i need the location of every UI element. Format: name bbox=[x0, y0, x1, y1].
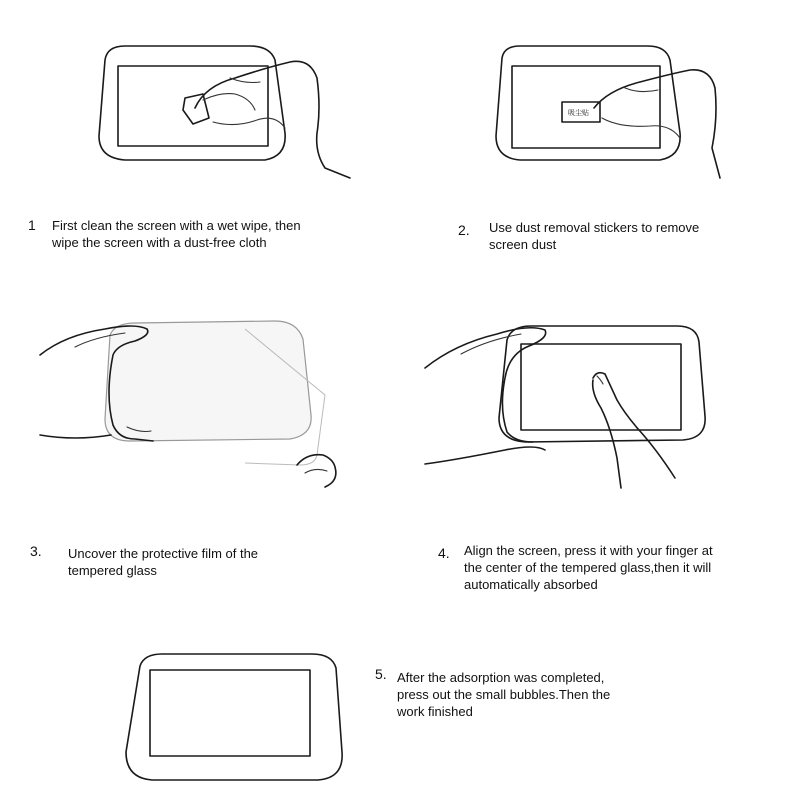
step-5-line-1: After the adsorption was completed, bbox=[397, 670, 605, 685]
step-3 bbox=[30, 543, 330, 583]
step-3-line-1: Uncover the protective film of the bbox=[68, 546, 259, 561]
hand-applying-sticker-icon bbox=[490, 38, 720, 183]
step-5-line-2: press out the small bubbles.Then the bbox=[397, 687, 611, 702]
hands-peeling-film-icon bbox=[35, 315, 345, 495]
step-4 bbox=[438, 542, 778, 598]
step-2 bbox=[458, 219, 778, 259]
hand-wiping-screen-icon bbox=[85, 38, 355, 183]
step-3-number: 3. bbox=[30, 543, 42, 559]
step-1-line-2: wipe the screen with a dust-free cloth bbox=[52, 235, 267, 250]
step-5-line-3: work finished bbox=[397, 704, 473, 719]
step-4-number: 4. bbox=[438, 545, 450, 561]
step-1 bbox=[28, 217, 368, 257]
finger-pressing-glass-icon bbox=[425, 318, 725, 493]
step-1-number: 1 bbox=[28, 217, 36, 233]
step-5 bbox=[375, 666, 675, 722]
step-2-number: 2. bbox=[458, 222, 470, 238]
step-3-line-2: tempered glass bbox=[68, 563, 157, 578]
step-5-number: 5. bbox=[375, 666, 387, 682]
step-1-line-1: First clean the screen with a wet wipe, then bbox=[52, 218, 301, 233]
step-2-line-2: screen dust bbox=[489, 237, 557, 252]
step-4-line-1: Align the screen, press it with your finger at bbox=[464, 543, 713, 558]
step-4-line-3: automatically absorbed bbox=[464, 577, 598, 592]
step-4-line-2: the center of the tempered glass,then it will bbox=[464, 560, 712, 575]
finished-screen-icon bbox=[122, 652, 344, 784]
step-2-line-1: Use dust removal stickers to remove bbox=[489, 220, 700, 235]
sticker-label: 吸尘贴 bbox=[568, 109, 589, 117]
